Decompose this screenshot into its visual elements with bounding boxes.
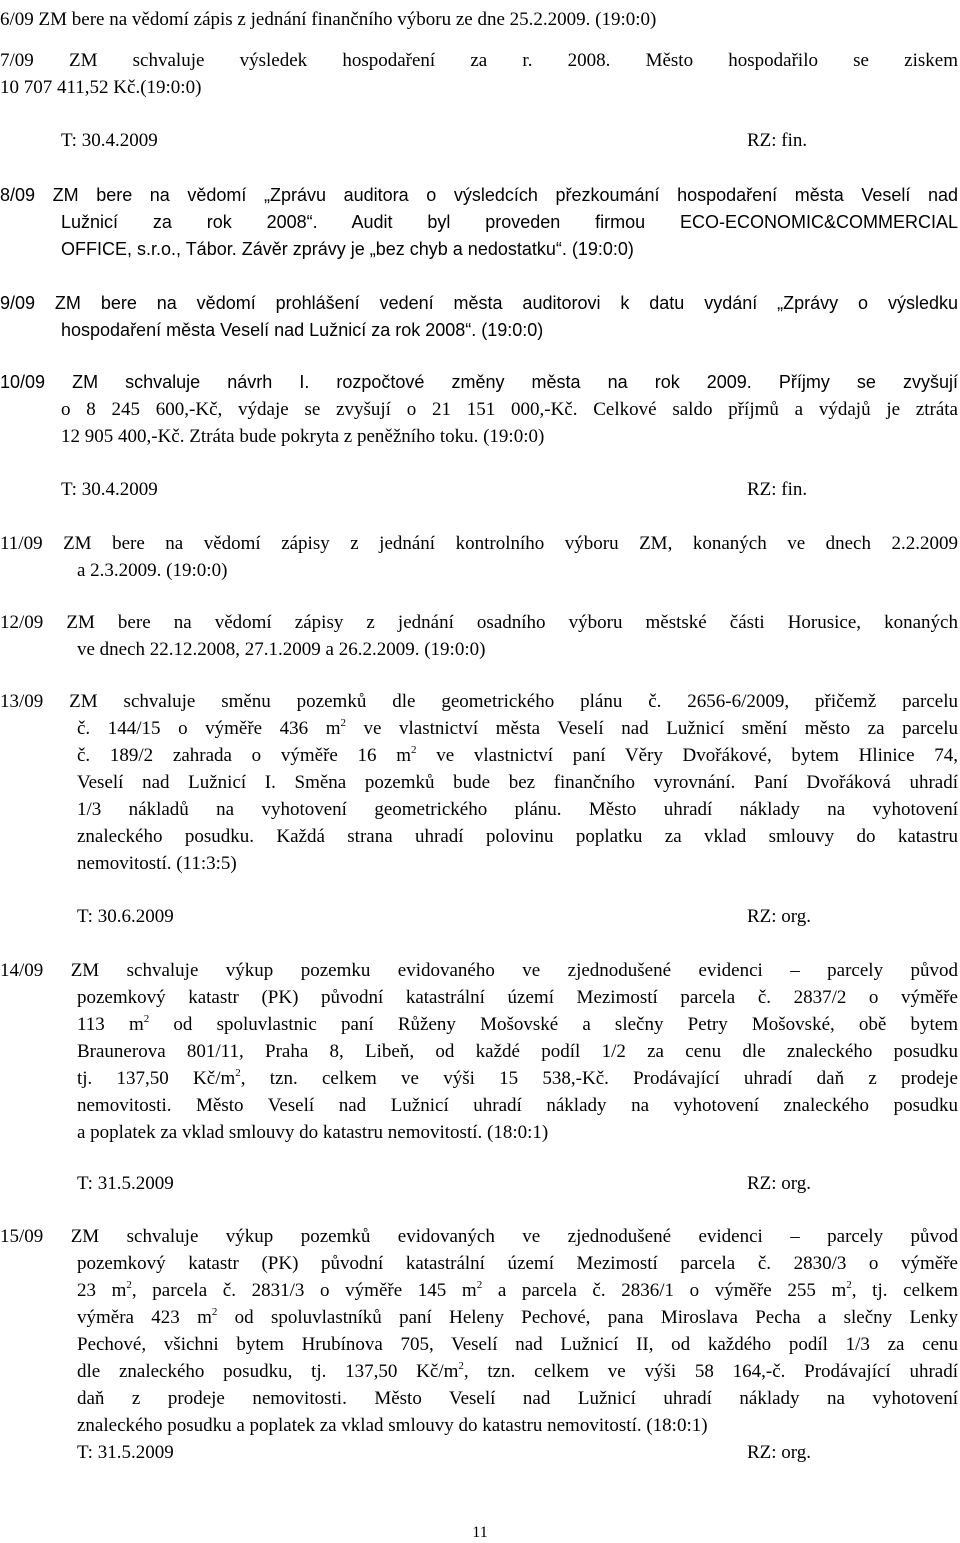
- resolution-line: 14/09 ZM schvaluje výkup pozemku evidovaného ve zjednodušené evidenci – parcely původ: [0, 960, 958, 981]
- resolution-10-09: [0, 369, 958, 450]
- resolution-line: 9/09 ZM bere na vědomí prohlášení vedení města auditorovi k datu vydání „Zprávy o výsledku: [0, 293, 958, 313]
- resolution-8-09: [0, 182, 958, 263]
- superscript: 2: [235, 1067, 241, 1079]
- resolution-line: pozemkový katastr (PK) původní katastrální území Mezimostí parcela č. 2837/2 o výměře: [77, 987, 958, 1008]
- resolution-6-09: [0, 6, 958, 33]
- superscript: 2: [211, 1306, 218, 1318]
- resolution-line: ve dnech 22.12.2008, 27.1.2009 a 26.2.2009. (19:0:0): [77, 639, 486, 660]
- resolution-line: č. 144/15 o výměře 436 $m^2$ ve vlastnictví města Veselí nad Lužnicí smění město za parcelu: [77, 717, 959, 739]
- superscript: 2: [411, 744, 417, 756]
- resolution-line: 12 905 400,-Kč. Ztráta bude pokryta z peněžního toku. (19:0:0): [61, 426, 545, 447]
- resolution-line: 10/09 ZM schvaluje návrh I. rozpočtové změny města na rok 2009. Příjmy se zvyšují: [0, 372, 958, 392]
- resolution-line: 8/09 ZM bere na vědomí „Zprávu auditora o výsledcích přezkoumání hospodaření města Veselí nad: [0, 185, 958, 205]
- resolution-line: 15/09 ZM schvaluje výkup pozemků evidovaných ve zjednodušené evidenci – parcely původ: [0, 1226, 958, 1247]
- resolution-line: 10 707 411,52 Kč.(19:0:0): [0, 77, 202, 98]
- resolution-line: znaleckého posudku a poplatek za vklad smlouvy do katastru nemovitostí. (18:0:1): [77, 1415, 708, 1436]
- resolution-line: 13/09 ZM schvaluje směnu pozemků dle geometrického plánu č. 2656-6/2009, přičemž parcelu: [0, 691, 958, 712]
- superscript: 2: [126, 1279, 132, 1291]
- page-number: 11: [472, 1524, 488, 1541]
- superscript: 2: [476, 1279, 483, 1291]
- resolution-9-09: [0, 290, 958, 344]
- superscript: 2: [846, 1279, 852, 1291]
- superscript: 2: [458, 1360, 464, 1372]
- resolution-line: 7/09 ZM schvaluje výsledek hospodaření za r. 2008. Město hospodařilo se ziskem: [0, 50, 958, 71]
- superscript: 2: [143, 1013, 150, 1025]
- resolution-line: a poplatek za vklad smlouvy do katastru nemovitostí. (18:0:1): [77, 1122, 549, 1143]
- resolution-line: Veselí nad Lužnicí I. Směna pozemků bude bez finančního vyrovnání. Paní Dvořáková uhradí: [77, 772, 958, 793]
- deadline-term: T: 30.4.2009: [61, 479, 158, 500]
- resolution-11-09: [0, 530, 958, 584]
- resolution-line: nemovitostí. (11:3:5): [77, 853, 237, 874]
- resolution-line: daň z prodeje nemovitosti. Město Veselí nad Lužnicí uhradí náklady na vyhotovení: [77, 1388, 958, 1409]
- resolution-line: hospodaření města Veselí nad Lužnicí za rok 2008“. (19:0:0): [61, 320, 544, 340]
- resolution-line: 11/09 ZM bere na vědomí zápisy z jednání kontrolního výboru ZM, konaných ve dnech 2.2.2009: [0, 533, 958, 554]
- deadline-term: T: 30.4.2009: [61, 130, 158, 151]
- resolution-12-09: [0, 609, 958, 663]
- resolution-line: Braunerova 801/11, Praha 8, Libeň, od každé podíl 1/2 za cenu dle znaleckého posudku: [77, 1041, 958, 1062]
- responsible-person: RZ: fin.: [747, 479, 808, 500]
- resolution-line: 12/09 ZM bere na vědomí zápisy z jednání osadního výboru městské části Horusice, konaných: [0, 612, 958, 633]
- resolution-line: o 8 245 600,-Kč, výdaje se zvyšují o 21 151 000,-Kč. Celkové saldo příjmů a výdajů je ztráta: [61, 399, 958, 420]
- resolution-line: OFFICE, s.r.o., Tábor. Závěr zprávy je „bez chyb a nedostatku“. (19:0:0): [61, 239, 634, 259]
- resolution-7-09: [0, 47, 958, 101]
- responsible-person: RZ: org.: [747, 1173, 812, 1194]
- resolution-line: pozemkový katastr (PK) původní katastrální území Mezimostí parcela č. 2830/3 o výměře: [77, 1253, 958, 1274]
- resolution-line: 113 $m^2$ od spoluvlastnic paní Růženy Mošovské a slečny Petry Mošovské, obě bytem: [77, 1013, 959, 1035]
- responsible-person: RZ: fin.: [747, 130, 808, 151]
- resolution-line: Lužnicí za rok 2008“. Audit byl proveden firmou ECO-ECONOMIC&COMMERCIAL: [61, 212, 958, 232]
- deadline-term: T: 31.5.2009: [77, 1173, 174, 1194]
- deadline-term: T: 31.5.2009: [77, 1442, 174, 1463]
- resolution-line: 6/09 ZM bere na vědomí zápis z jednání finančního výboru ze dne 25.2.2009. (19:0:0): [0, 9, 657, 30]
- resolution-line: č. 189/2 zahrada o výměře 16 $m^2$ ve vlastnictví paní Věry Dvořákové, bytem Hlinice 74,: [77, 744, 958, 766]
- resolution-line: nemovitosti. Město Veselí nad Lužnicí uhradí náklady na vyhotovení znaleckého posudku: [77, 1095, 958, 1116]
- responsible-person: RZ: org.: [747, 906, 812, 927]
- resolution-line: tj. 137,50 $Kč/m^2$, tzn. celkem ve výši 15 538,-Kč. Prodávající uhradí daň z prodeje: [77, 1067, 958, 1089]
- deadline-term: T: 30.6.2009: [77, 906, 174, 927]
- responsible-person: RZ: org.: [747, 1442, 812, 1463]
- resolution-line: znaleckého posudku. Každá strana uhradí polovinu poplatku za vklad smlouvy do katastru: [77, 826, 958, 847]
- superscript: 2: [340, 717, 346, 729]
- resolution-line: Pechové, všichni bytem Hrubínova 705, Veselí nad Lužnicí II, od každého podíl 1/3 za cenu: [77, 1334, 958, 1355]
- resolution-15-09: [0, 1223, 958, 1439]
- resolution-line: a 2.3.2009. (19:0:0): [77, 560, 228, 581]
- resolution-line: dle znaleckého posudku, tj. 137,50 $Kč/m^2$, tzn. celkem ve výši 58 164,-č. Prodávající uhradí: [77, 1360, 958, 1382]
- resolution-13-09: [0, 688, 958, 877]
- resolution-line: 1/3 nákladů na vyhotovení geometrického plánu. Město uhradí náklady na vyhotovení: [77, 799, 958, 820]
- resolution-line: výměra 423 $m^2$ od spoluvlastníků paní Heleny Pechové, pana Miroslava Pecha a slečny Lenky: [77, 1306, 958, 1328]
- resolution-14-09: [0, 957, 958, 1146]
- resolution-line: 23 $m^2$, parcela č. 2831/3 o výměře 145 $m^2$ a parcela č. 2836/1 o výměře 255 $m^2$, tj. celkem: [77, 1279, 958, 1301]
